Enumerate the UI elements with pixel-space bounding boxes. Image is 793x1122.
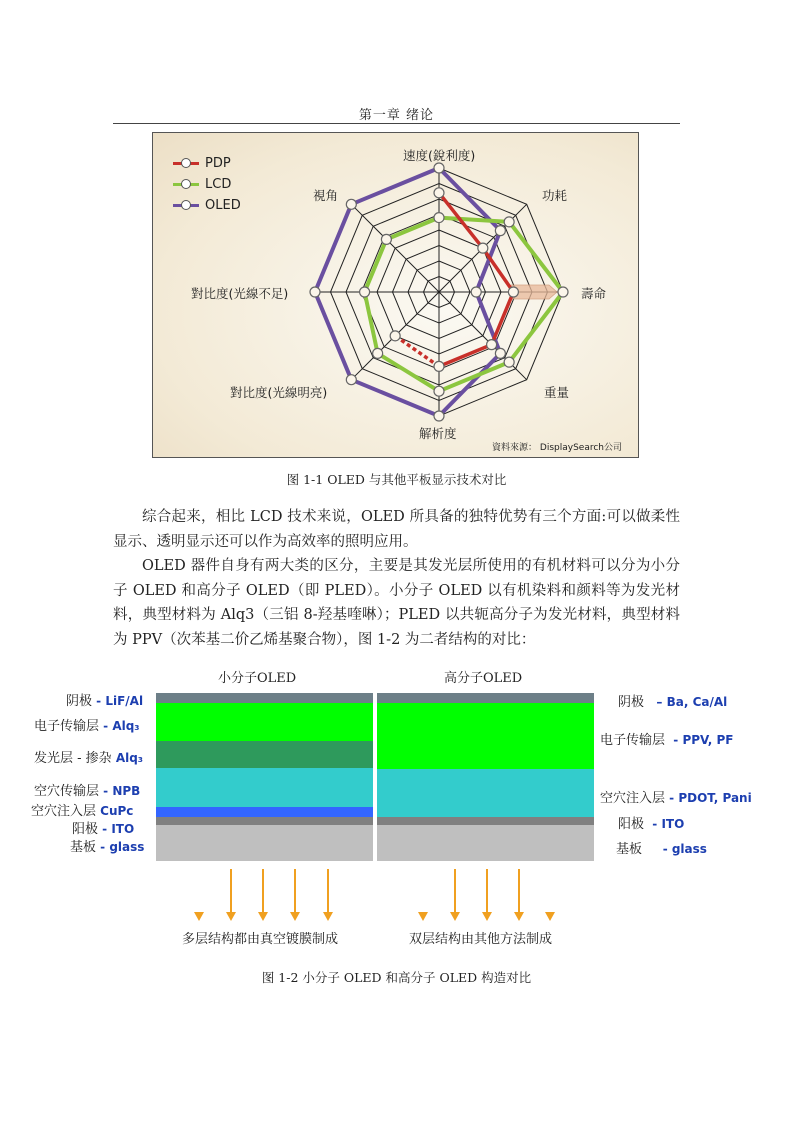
label-glass-right: 基板 - glass — [616, 842, 707, 857]
label-hil-right: 空穴注入层 - PDOT, Pani — [600, 791, 752, 806]
arrow-shaft — [262, 869, 264, 913]
axis-label-power: 功耗 — [542, 188, 568, 203]
arrow-down-icon — [418, 912, 428, 921]
label-etl-right: 电子传输层 - PPV, PF — [600, 733, 734, 748]
series-point-oled — [310, 287, 320, 297]
series-point-lcd — [434, 386, 444, 396]
axis-label-weight: 重量 — [544, 385, 570, 400]
arrow-shaft — [230, 869, 232, 913]
arrow-shaft — [486, 869, 488, 913]
series-point-lcd — [504, 357, 514, 367]
label-glass-left: 基板 - glass — [70, 840, 145, 855]
legend-item-lcd — [173, 174, 241, 195]
series-point-pdp — [434, 188, 444, 198]
axis-label-viewing-angle: 視角 — [313, 188, 339, 203]
arrow-down-icon — [226, 912, 236, 921]
legend-swatch-oled — [173, 204, 199, 207]
legend-swatch-pdp — [173, 162, 199, 165]
label-ito-left: 阳极 - ITO — [72, 822, 135, 837]
source-note: 資料來源： DisplaySearch公司 — [492, 443, 622, 453]
arrow-down-icon — [323, 912, 333, 921]
axis-label-lifetime: 壽命 — [581, 286, 607, 301]
axis-label-speed: 速度(銳利度) — [403, 148, 476, 163]
series-point-pdp — [508, 287, 518, 297]
series-point-oled — [434, 411, 444, 421]
series-point-oled — [495, 226, 505, 236]
label-eml-left: 发光层 - 掺杂 Alq₃ — [34, 751, 144, 766]
label-cathode-left: 阴极 - LiF/Al — [66, 694, 144, 709]
series-point-lcd — [360, 287, 370, 297]
arrow-down-icon — [194, 912, 204, 921]
radar-chart — [152, 132, 639, 458]
arrow-down-icon — [482, 912, 492, 921]
label-htl-left: 空穴传输层 - NPB — [34, 784, 141, 799]
legend-label-lcd: LCD — [205, 177, 232, 192]
polymer-ito-layer — [377, 817, 594, 825]
polymer-glass-layer — [377, 825, 594, 861]
series-point-lcd — [373, 348, 383, 358]
series-point-oled — [346, 199, 356, 209]
page-header: 第一章 绪论 — [358, 108, 435, 123]
bottom-label-right: 双层结构由其他方法制成 — [409, 932, 553, 947]
label-ito-right: 阳极 - ITO — [618, 817, 685, 832]
polymer-cathode-layer — [377, 693, 594, 703]
series-point-oled — [495, 348, 505, 358]
axis-label-contrast-bright: 對比度(光線明亮) — [230, 385, 328, 400]
paragraph-2: OLED 器件自身有两大类的区分，主要是其发光层所使用的有机材料可以分为小分子 OLED 和高分子 OLED（即 PLED）。小分子 OLED 以有机染料和颜料等为发光材料，典型材料为 Alq3（三铝 8-羟基喹啉）；PLED 以共轭高分子为发光材料，典型材料为 PPV（次苯基二价乙烯基聚合物），图 1-2 为二者结构的对比： — [113, 558, 680, 648]
small-glass-layer — [156, 825, 373, 861]
label-etl-left: 电子传输层 - Alq₃ — [34, 719, 140, 734]
arrow-down-icon — [258, 912, 268, 921]
paragraph-1: 综合起来，相比 LCD 技术来说，OLED 所具备的独特优势有三个方面:可以做柔性显示、透明显示还可以作为高效率的照明应用。 — [113, 509, 680, 550]
small-ito-layer — [156, 817, 373, 825]
bottom-label-left: 多层结构都由真空镀膜制成 — [182, 932, 339, 947]
series-point-oled — [346, 375, 356, 385]
label-hil-left: 空穴注入层 CuPc — [31, 804, 134, 819]
legend-item-oled — [173, 195, 241, 216]
small-cathode-layer — [156, 693, 373, 703]
legend-label-pdp: PDP — [205, 156, 231, 171]
axis-label-resolution: 解析度 — [419, 426, 457, 441]
header-rule — [113, 123, 680, 124]
small-eml-layer — [156, 741, 373, 768]
series-point-oled — [434, 163, 444, 173]
series-point-pdp — [434, 361, 444, 371]
small-molecule-title: 小分子OLED — [218, 671, 297, 686]
figure-caption-1: 图 1-1 OLED 与其他平板显示技术对比 — [286, 472, 507, 487]
series-point-pdp — [478, 243, 488, 253]
label-cathode-right: 阴极 – Ba, Ca/Al — [618, 695, 728, 710]
radar-legend — [173, 153, 241, 216]
series-point-lcd — [504, 217, 514, 227]
polymer-etl-layer — [377, 703, 594, 769]
series-point-pdp — [487, 340, 497, 350]
arrow-down-icon — [450, 912, 460, 921]
legend-swatch-lcd — [173, 183, 199, 186]
legend-item-pdp — [173, 153, 241, 174]
small-hil-layer — [156, 807, 373, 817]
arrow-down-icon — [545, 912, 555, 921]
series-point-lcd — [381, 234, 391, 244]
arrow-shaft — [294, 869, 296, 913]
polymer-hil-layer — [377, 769, 594, 817]
arrow-shaft — [518, 869, 520, 913]
series-point-lcd — [558, 287, 568, 297]
axis-label-contrast-dark: 對比度(光線不足) — [191, 286, 289, 301]
arrow-down-icon — [514, 912, 524, 921]
arrow-shaft — [454, 869, 456, 913]
legend-label-oled: OLED — [205, 198, 241, 213]
body-text — [113, 505, 680, 652]
arrow-down-icon — [290, 912, 300, 921]
series-point-oled — [471, 287, 481, 297]
small-etl-layer — [156, 703, 373, 741]
series-line-lcd — [365, 218, 563, 392]
figure-caption-2: 图 1-2 小分子 OLED 和高分子 OLED 构造对比 — [261, 970, 532, 985]
series-point-pdp — [390, 331, 400, 341]
series-point-lcd — [434, 213, 444, 223]
small-htl-layer — [156, 768, 373, 807]
arrow-shaft — [327, 869, 329, 913]
polymer-title: 高分子OLED — [444, 671, 523, 686]
